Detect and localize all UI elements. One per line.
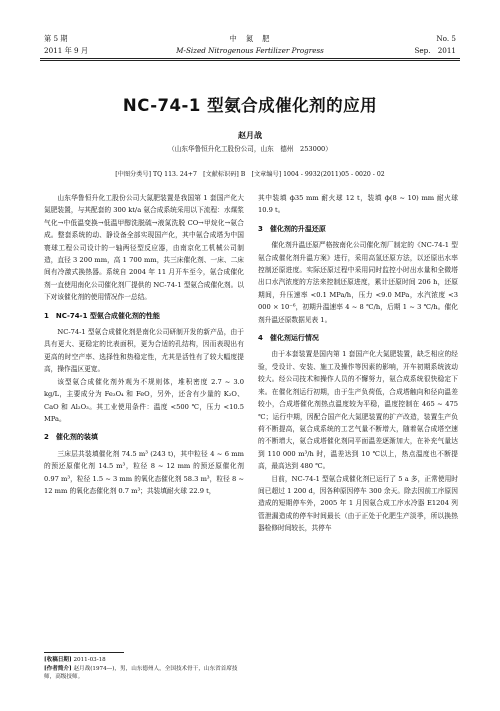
- header-rule-thin: [40, 60, 460, 61]
- author-affiliation: （山东华鲁恒升化工股份公司，山东 德州 253000）: [168, 145, 332, 153]
- received-label: [收稿日期]: [44, 657, 72, 663]
- issue-number: 第 5 期: [44, 34, 68, 43]
- composition-paragraph: 该型氨合成催化剂外观为不规则体，堆积密度 2.7 ~ 3.0 kg/L，主要成分为 Fe₃O₄ 和 FeO，另外，还含有少量的 K₂O、CaO 和 Al₂O₃。其工业使用条件：温度 <500 ℃，压力 <10.5 MPa。: [44, 377, 244, 423]
- operation-paragraph: 由于本套装置是国内第 1 套国产化大氮肥装置，缺乏相应的经验，受设计、安装、施工及操作等因素的影响，开车初期系统波动较大。经公司技术和操作人员的不懈努力，氨合成系统很快稳定下来。在催化剂运行初期，由于生产负荷低，合成塔触向和径向温差较小，合成塔催化剂热点温度较为平稳，温度控制在 465 ~ 475 ℃；运行中期，因配合国产化大氮肥装置的扩产改造，装置生产负荷不断提高，氨合成系统的工艺气量不断增大，随着氨合成塔空速的不断增大，氨合成塔催化剂同平面温差逐渐加大，在补充气量达到 110 000 m³/h 时，温差达到 10 ℃以上，热点温度也不断提高，最高达到 480 ℃。: [258, 350, 458, 471]
- section-heading-4: 4 催化剂运行情况: [258, 334, 319, 343]
- author-bio-label: [作者简介]: [44, 665, 72, 672]
- received-date: 2011-03-18: [73, 657, 106, 663]
- author-bio: 赵月战(1974—)，男，山东德州人，全国技术骨干，山东省首席技师，高级技师。: [44, 665, 238, 681]
- issue-month: Sep. 2011: [414, 46, 456, 55]
- section-heading-1: 1 NC-74-1 型氨合成催化剂的性能: [44, 311, 160, 320]
- footnote-rule: [44, 652, 124, 653]
- intro-paragraph: 山东华鲁恒升化工股份公司大氮肥装置是我国第 1 套国产化大氮肥装置，与其配套的 300 kt/a 氨合成系统采用以下流程：水煤浆气化→中低温变换→低温甲醇洗脱硫→液氮洗脱 CO→甲烷化→氨合成。整套系统的动、静设备全部实现国产化，其中氨合成塔为中国寰球工程公司设计的一轴两径型反应器，由南京化工机械公司制造，直径 3 200 mm，高 1 700 mm，共三床催化剂、一床、二床间有冷激式换热器。系统自 2004 年 11 月开车至今，氨合成催化剂一直使用南化公司催化剂厂提供的 NC-74-1 型氨合成催化剂。以下对该催化剂的使用情况作一总结。: [44, 194, 244, 302]
- left-column: [44, 192, 244, 497]
- author-name: 赵月战: [238, 130, 262, 140]
- section-heading-2: 2 催化剂的装填: [44, 433, 98, 442]
- reduction-paragraph: 催化剂升温还原严格按南化公司催化剂厂制定的《NC-74-1 型氨合成催化剂升温方案》进行，采用高氢还原方法，以还原出水率控制还原进度。实际还原过程中采用同时监控小时出水量和全微塔出口水汽浓度的方法来控制还原进度，累计还原时间 206 h，还原期间，升压速率 <0.1 MPa/h，压力 <9.0 MPa，水汽浓度 <3 000 × 10⁻⁶，初期升温速率 4 ~ 8 ℃/h，后期 1 ~ 3 ℃/h。催化剂升温还原数据见表 1。: [258, 241, 458, 324]
- section-heading-3: 3 催化剂的升温还原: [258, 224, 326, 233]
- current-status-paragraph: 目前，NC-74-1 型氨合成催化剂已运行了 5 a 多，正常使用时间已超过 1 200 d，因各种原因停车 300 余天。除去因前工序原因造成的短期停车外，2005 年 1 月因氨合成工序水冷器 E1204 列管泄漏造成的停车时间最长（由于正处于化肥生产淡季，所以换热器检修时间较长，共停车: [258, 474, 458, 533]
- right-column: [258, 192, 458, 535]
- header-rule: [40, 58, 460, 59]
- footnote: [44, 652, 244, 682]
- journal-name-en: M-Sized Nitrogenous Fertilizer Progress: [176, 46, 324, 55]
- issue-date: 2011 年 9 月: [44, 46, 89, 55]
- loading-continued-paragraph: 其中装填 ф35 mm 耐火球 12 t，装填 ф(8 ~ 10) mm 耐火球 10.9 t。: [258, 194, 458, 215]
- running-header: [0, 0, 500, 60]
- performance-paragraph: NC-74-1 型氨合成催化剂是南化公司研制开发的新产品，由于具有更大、更稳定的比表面积，更为合适的孔结构，因而表现出有更高的时空产率、选择性和热稳定性，尤其是活性有了较大幅度提高，操作温区更宽。: [44, 328, 244, 374]
- received-date-line: [44, 656, 244, 665]
- issue-no: No. 5: [436, 34, 456, 43]
- journal-name-cn: 中 氮 肥: [229, 34, 271, 43]
- loading-paragraph: 三床层共装填催化剂 74.5 m³ (243 t)，其中粒径 4 ~ 6 mm 的预还原催化剂 14.5 m³，粒径 8 ~ 12 mm 的预还原催化剂 0.97 m³，粒径 1.5 ~ 3 mm 的氧化态催化剂 58.3 m³，粒径 8 ~ 12 mm 的氧化态催化剂 0.7 m³；共装填耐火球 22.9 t，: [44, 449, 244, 495]
- classification-line: [中图分类号] TQ 113. 24+7 [文献标识码] B [文章编号] 1004 - 9932(2011)05 - 0020 - 02: [115, 171, 385, 178]
- article-title: NC-74-1 型氨合成催化剂的应用: [122, 96, 378, 115]
- author-bio-line: [44, 665, 244, 682]
